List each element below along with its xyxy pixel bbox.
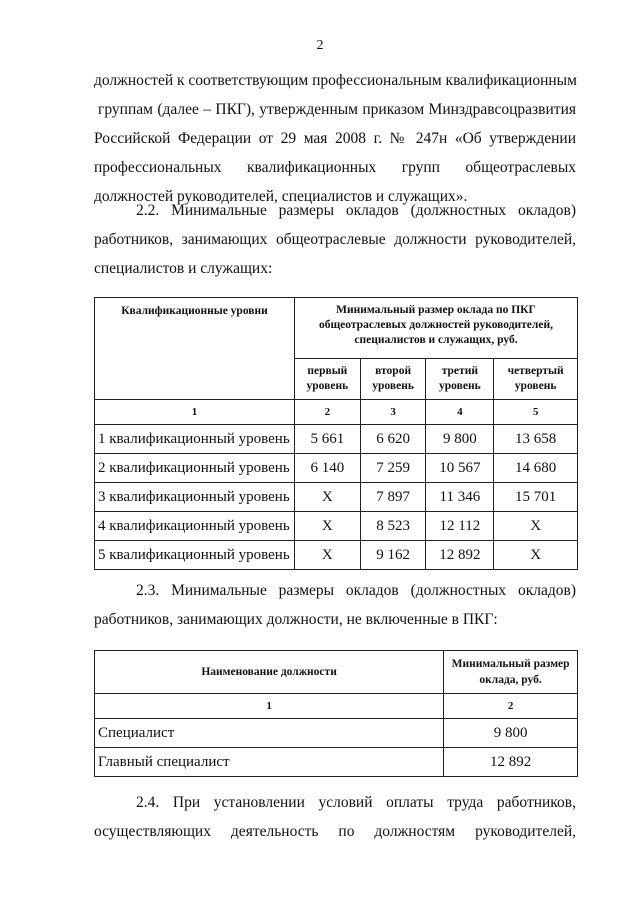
salary-cell: 13 658 <box>494 425 578 454</box>
text-line: работников, занимающих общеотраслевые должности руководителей, <box>94 231 576 248</box>
salary-cell: 5 661 <box>294 425 360 454</box>
column-number: 2 <box>294 400 360 425</box>
table-row <box>95 541 578 570</box>
column-number: 3 <box>360 400 426 425</box>
level-cell: 4 квалификационный уровень <box>95 512 295 541</box>
position-cell: Главный специалист <box>95 748 444 777</box>
paragraph-2-2 <box>94 196 576 283</box>
salary-cell: 10 567 <box>426 454 494 483</box>
paragraph-pkg-reference <box>94 66 576 211</box>
text-line: должностей к соответствующим профессиональным квалификационным <box>94 72 577 89</box>
text-line: специалистов и служащих: <box>94 260 273 277</box>
column-number-row <box>95 400 578 425</box>
text-line: профессиональных квалификационных групп общеотраслевых <box>94 159 576 176</box>
salary-cell: Х <box>494 541 578 570</box>
header-third-level: третий уровень <box>426 359 494 400</box>
salary-cell: Х <box>494 512 578 541</box>
salary-table-non-pkg <box>94 650 578 777</box>
level-cell: 1 квалификационный уровень <box>95 425 295 454</box>
text-line: должностей руководителей, специалистов и служащих». <box>94 188 468 205</box>
paragraph-2-3 <box>94 576 576 634</box>
table-row <box>95 748 578 777</box>
header-first-level: первый уровень <box>294 359 360 400</box>
paragraph-2-4 <box>94 788 576 846</box>
salary-cell: 9 800 <box>426 425 494 454</box>
salary-cell: 6 620 <box>360 425 426 454</box>
salary-cell: 7 897 <box>360 483 426 512</box>
salary-cell: 9 800 <box>444 719 578 748</box>
page-number: 2 <box>316 38 324 53</box>
table-row <box>95 719 578 748</box>
text-line: 2.2. Минимальные размеры окладов (должностных окладов) <box>136 202 576 219</box>
salary-cell: Х <box>294 541 360 570</box>
salary-cell: 9 162 <box>360 541 426 570</box>
text-line: группам (далее – ПКГ), утвержденным приказом Минздравсоцразвития <box>98 101 576 118</box>
column-number: 4 <box>426 400 494 425</box>
salary-cell: Х <box>294 512 360 541</box>
salary-cell: 12 892 <box>426 541 494 570</box>
header-fourth-level: четвертый уровень <box>494 359 578 400</box>
header-second-level: второй уровень <box>360 359 426 400</box>
header-min-salary: Минимальный размер оклада, руб. <box>444 651 578 694</box>
header-min-salary-pkg: Минимальный размер оклада по ПКГ общеотраслевых должностей руководителей, специалистов и служащих, руб. <box>294 298 577 359</box>
level-cell: 2 квалификационный уровень <box>95 454 295 483</box>
column-number: 1 <box>95 694 444 719</box>
position-cell: Специалист <box>95 719 444 748</box>
text-line: 2.3. Минимальные размеры окладов (должностных окладов) <box>136 582 576 599</box>
level-cell: 5 квалификационный уровень <box>95 541 295 570</box>
column-number: 5 <box>494 400 578 425</box>
text-line: работников, занимающих должности, не включенные в ПКГ: <box>94 611 498 628</box>
salary-cell: 6 140 <box>294 454 360 483</box>
table-row <box>95 454 578 483</box>
salary-cell: 15 701 <box>494 483 578 512</box>
salary-cell: 12 892 <box>444 748 578 777</box>
level-cell: 3 квалификационный уровень <box>95 483 295 512</box>
salary-cell: 8 523 <box>360 512 426 541</box>
salary-cell: 12 112 <box>426 512 494 541</box>
salary-cell: 11 346 <box>426 483 494 512</box>
text-line: Российской Федерации от 29 мая 2008 г. № 247н «Об утверждении <box>94 130 576 147</box>
table-row <box>95 483 578 512</box>
column-number: 2 <box>444 694 578 719</box>
table-row <box>95 512 578 541</box>
table-row <box>95 425 578 454</box>
salary-cell: 7 259 <box>360 454 426 483</box>
salary-cell: 14 680 <box>494 454 578 483</box>
text-line: осуществляющих деятельность по должностям руководителей, <box>94 823 576 840</box>
header-position-name: Наименование должности <box>95 651 444 694</box>
salary-cell: Х <box>294 483 360 512</box>
column-number-row <box>95 694 578 719</box>
header-qualification-levels: Квалификационные уровни <box>95 298 295 400</box>
salary-table-pkg <box>94 297 578 570</box>
column-number: 1 <box>95 400 295 425</box>
text-line: 2.4. При установлении условий оплаты труда работников, <box>136 794 576 811</box>
